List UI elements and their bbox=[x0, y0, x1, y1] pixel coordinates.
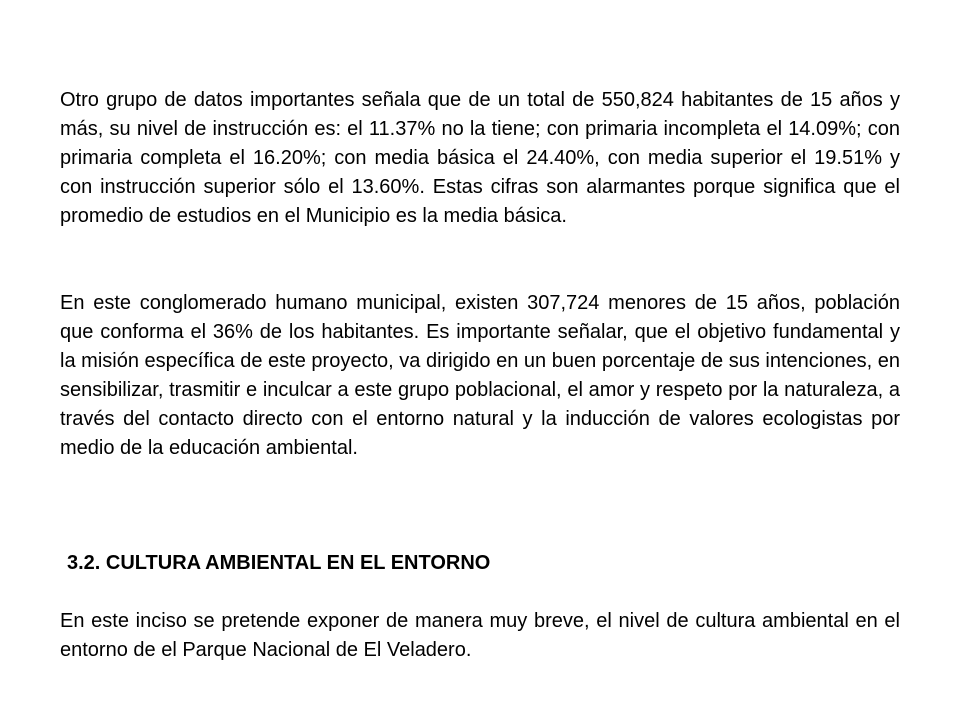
paragraph-environmental-culture: En este inciso se pretende exponer de manera muy breve, el nivel de cultura ambiental en el entorno de el Parque Nacional de El Veladero. bbox=[60, 610, 900, 661]
paragraph-education-levels: Otro grupo de datos importantes señala que de un total de 550,824 habitantes de 15 años y más, su nivel de instrucción es: el 11.37% no la tiene; con primaria incompleta el 14.09%; con primaria completa el 16.20%; con media básica el 24.40%, con media superior el 19.51% y con instrucción superior sólo el 13.60%. Estas cifras son alarmantes porque significa que el promedio de estudios en el Municipio es la media básica. bbox=[60, 89, 900, 227]
paragraph-minors-population: En este conglomerado humano municipal, existen 307,724 menores de 15 años, población que conforma el 36% de los habitantes. Es importante señalar, que el objetivo fundamental y la misión específica de este proyecto, va dirigido en un buen porcentaje de sus intenciones, en sensibilizar, trasmitir e inculcar a este grupo poblacional, el amor y respeto por la naturaleza, a través del contacto directo con el entorno natural y la inducción de valores ecologistas por medio de la educación ambiental. bbox=[60, 292, 900, 459]
section-heading: 3.2. CULTURA AMBIENTAL EN EL ENTORNO bbox=[67, 552, 491, 574]
